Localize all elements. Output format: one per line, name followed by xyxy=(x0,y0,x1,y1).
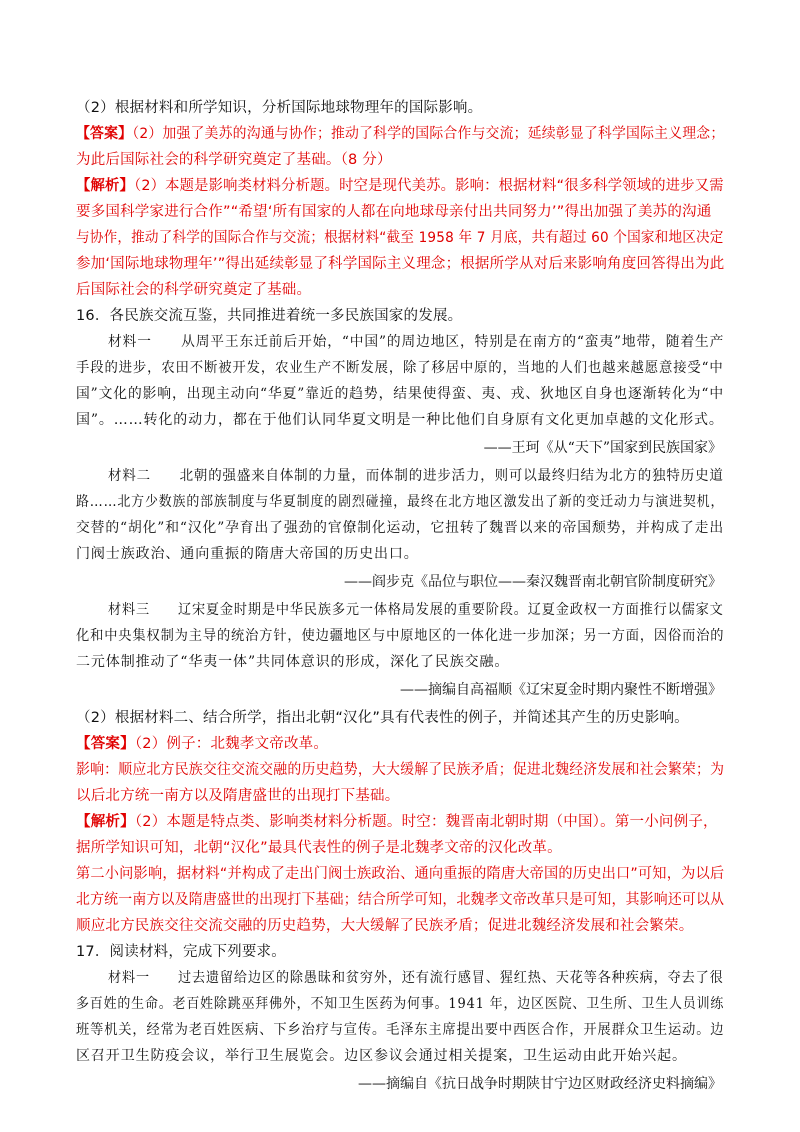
q17-material-1-line-4: 区召开卫生防疫会议，举行卫生展览会。边区参议会通过相关提案，卫生运动由此开始兴起。 xyxy=(76,1048,687,1064)
q17-material-1-line-1: 材料一 过去遗留给边区的除愚昧和贫穷外，还有流行感冒、猩红热、天花等各种疾病，夺去了很 xyxy=(108,970,724,986)
q16-material-2-source: ——阎步克《品位与职位——秦汉魏晋南北朝官阶制度研究》 xyxy=(344,574,722,590)
q17-material-1-line-3: 班等机关，经常为老百姓医病、下乡治疗与宣传。毛泽东主席提出要中西医合作，开展群众卫生运动。边 xyxy=(76,1022,725,1038)
q15-question: （2）根据材料和所学知识，分析国际地球物理年的国际影响。 xyxy=(76,100,483,116)
analysis-text: （2）本题是影响类材料分析题。时空是现代美苏。影响：根据材料“很多科学领域的进步又需 xyxy=(134,178,724,194)
analysis-tag: 【解析】 xyxy=(76,814,135,830)
q16-answer-line-3: 以后北方统一南方以及隋唐盛世的出现打下基础。 xyxy=(76,788,400,804)
q16-material-2-line-2: 路……北方少数族的部族制度与华夏制度的剧烈碰撞，最终在北方地区激发出了新的变迁动力与演进契机， xyxy=(76,494,725,510)
q16-material-2-line-3: 交替的“胡化”和“汉化”孕育出了强劲的官僚制化运动，它扭转了魏晋以来的帝国颓势，并构成了走出 xyxy=(76,520,725,536)
q16-material-3-line-2: 化和中央集权制为主导的统治方针，使边疆地区与中原地区的一体化进一步加深；另一方面，因俗而治的 xyxy=(76,628,725,644)
q16-material-3-line-1: 材料三 辽宋夏金时期是中华民族多元一体格局发展的重要阶段。辽夏金政权一方面推行以儒家文 xyxy=(108,602,724,618)
answer-tag: 【答案】 xyxy=(76,126,133,142)
q16-material-2-line-4: 门阀士族政治、通向重振的隋唐大帝国的历史出口。 xyxy=(76,546,419,562)
q16-material-1-line-2: 手段的进步，农田不断被开发，农业生产不断发展，除了移居中原的，当地的人们也越来越愿意接受“中 xyxy=(76,360,724,376)
q16-analysis-line-1 xyxy=(76,812,718,832)
q16-material-3-source: ——摘编自高福顺《辽宋夏金时期内聚性不断增强》 xyxy=(400,682,722,698)
q17-material-1-source: ——摘编自《抗日战争时期陕甘宁边区财政经济史料摘编》 xyxy=(358,1076,722,1092)
q16-analysis-line-3: 第二小问影响，据材料“并构成了走出门阀士族政治、通向重振的隋唐大帝国的历史出口”可知，为以后 xyxy=(76,866,725,882)
q15-analysis-line-3: 与协作，推动了科学的国际合作与交流；根据材料“截至 1958 年 7 月底，共有超过 60 个国家和地区决定 xyxy=(76,230,724,246)
q15-answer-line-2: 为此后国际社会的科学研究奠定了基础。（8 分） xyxy=(76,152,392,168)
q15-answer-line-1 xyxy=(76,124,724,144)
q16-material-2-line-1: 材料二 北朝的强盛来自体制的力量，而体制的进步活力，则可以最终归结为北方的独特历史道 xyxy=(108,468,724,484)
q16-analysis-line-4: 北方统一南方以及隋唐盛世的出现打下基础；结合所学可知，北魏孝文帝改革只是可知，其影响还可以从 xyxy=(76,892,725,908)
q16-stem: 16．各民族交流互鉴，共同推进着统一多民族国家的发展。 xyxy=(76,308,463,324)
q16-material-1-source: ——王珂《从“天下”国家到民族国家》 xyxy=(483,440,722,456)
q15-analysis-line-5: 后国际社会的科学研究奠定了基础。 xyxy=(76,282,312,298)
q16-analysis-line-5: 顺应北方民族交往交流交融的历史趋势，大大缓解了民族矛盾；促进北魏经济发展和社会繁荣。 xyxy=(76,918,694,934)
answer-text: （2）加强了美苏的沟通与协作；推动了科学的国际合作与交流；延续彰显了科学国际主义理念； xyxy=(132,126,725,142)
q16-material-1-line-3: 国”文化的影响，出现主动向“华夏”靠近的趋势，结果使得蛮、夷、戎、狄地区自身也逐渐转化为“中 xyxy=(76,386,725,402)
q16-answer-line-1 xyxy=(76,734,328,754)
q16-material-1-line-1: 材料一 从周平王东迁前后开始，“中国”的周边地区，特别是在南方的“蛮夷”地带，随着生产 xyxy=(108,334,725,350)
q16-analysis-line-2: 据所学知识可知，北朝“汉化”最具代表性的例子是北魏孝文帝的汉化改革。 xyxy=(76,840,562,856)
analysis-tag: 【解析】 xyxy=(76,178,135,194)
q15-analysis-line-4: 参加‘国际地球物理年’”得出延续彰显了科学国际主义理念；根据所学从对后来影响角度回答得出为此 xyxy=(76,256,725,272)
q17-stem: 17．阅读材料，完成下列要求。 xyxy=(76,944,286,960)
answer-text: （2）例子：北魏孝文帝改革。 xyxy=(134,736,329,752)
q15-analysis-line-2: 要多国科学家进行合作”“希望‘所有国家的人都在向地球母亲付出共同努力’”得出加强了美苏的沟通 xyxy=(76,204,712,220)
q16-answer-line-2: 影响：顺应北方民族交往交流交融的历史趋势，大大缓解了民族矛盾；促进北魏经济发展和社会繁荣；为 xyxy=(76,762,725,778)
q16-material-3-line-3: 二元体制推动了“华夷一体”共同体意识的形成，深化了民族交融。 xyxy=(76,654,510,670)
analysis-text: （2）本题是特点类、影响类材料分析题。时空：魏晋南北朝时期（中国）。第一小问例子， xyxy=(134,814,718,830)
q15-analysis-line-1 xyxy=(76,176,724,196)
q16-question-2: （2）根据材料二、结合所学，指出北朝“汉化”具有代表性的例子，并简述其产生的历史影响。 xyxy=(76,710,689,726)
answer-tag: 【答案】 xyxy=(76,736,135,752)
q17-material-1-line-2: 多百姓的生命。老百姓除跳巫拜佛外，不知卫生医药为何事。1941 年，边区医院、卫生所、卫生人员训练 xyxy=(76,996,725,1012)
q16-material-1-line-4: 国”。……转化的动力，都在于他们认同华夏文明是一种比他们自身原有文化更加卓越的文化形式。 xyxy=(76,412,724,428)
